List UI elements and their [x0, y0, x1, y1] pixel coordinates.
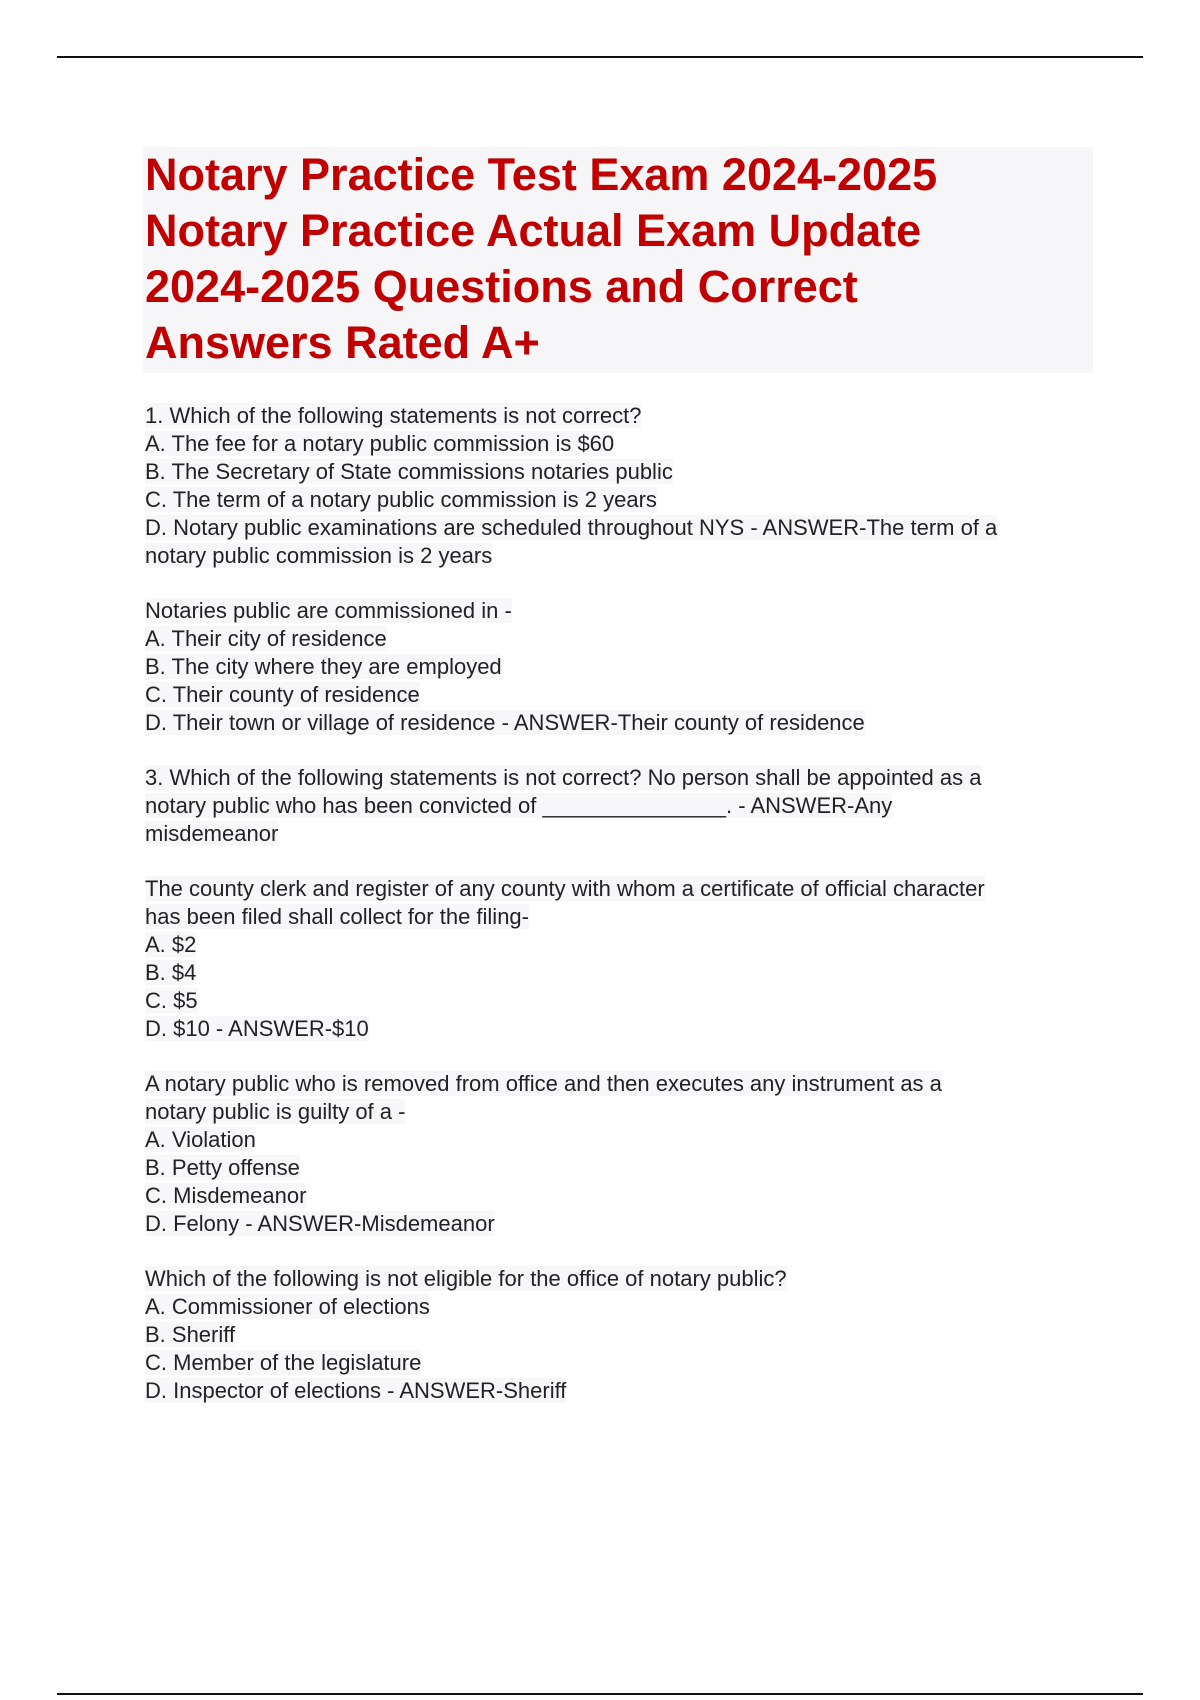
question-line: D. Felony - ANSWER-Misdemeanor: [145, 1211, 495, 1236]
question-2: [145, 597, 1093, 737]
question-line: notary public who has been convicted of _______________. - ANSWER-Any: [145, 793, 893, 818]
question-3: [145, 764, 1093, 848]
question-line: A. Commissioner of elections: [145, 1294, 430, 1319]
document-title: [143, 147, 1093, 373]
bottom-rule: [57, 1693, 1143, 1695]
question-line: notary public is guilty of a -: [145, 1099, 406, 1124]
question-line: Notaries public are commissioned in -: [145, 598, 512, 623]
question-line: 1. Which of the following statements is not correct?: [145, 403, 642, 428]
question-line: 3. Which of the following statements is not correct? No person shall be appointed as a: [145, 765, 982, 790]
question-6: [145, 1265, 1093, 1405]
question-line: C. $5: [145, 988, 198, 1013]
question-line: C. Their county of residence: [145, 682, 420, 707]
question-line: D. Their town or village of residence - ANSWER-Their county of residence: [145, 710, 865, 735]
question-line: notary public commission is 2 years: [145, 543, 493, 568]
question-line: A. Their city of residence: [145, 626, 387, 651]
question-line: D. $10 - ANSWER-$10: [145, 1016, 369, 1041]
question-line: has been filed shall collect for the filing-: [145, 904, 529, 929]
document-body: [145, 147, 1093, 1432]
question-5: [145, 1070, 1093, 1238]
title-line: Notary Practice Actual Exam Update: [145, 205, 922, 256]
question-line: The county clerk and register of any county with whom a certificate of official character: [145, 876, 985, 901]
question-line: B. Sheriff: [145, 1322, 236, 1347]
title-line: Answers Rated A+: [145, 317, 540, 368]
question-line: A notary public who is removed from office and then executes any instrument as a: [145, 1071, 942, 1096]
question-line: C. Misdemeanor: [145, 1183, 307, 1208]
top-rule: [57, 56, 1143, 58]
question-line: B. Petty offense: [145, 1155, 300, 1180]
question-line: D. Inspector of elections - ANSWER-Sheriff: [145, 1378, 567, 1403]
question-line: C. The term of a notary public commission is 2 years: [145, 487, 657, 512]
question-line: B. The Secretary of State commissions notaries public: [145, 459, 673, 484]
question-1: [145, 402, 1093, 570]
title-line: Notary Practice Test Exam 2024-2025: [145, 149, 938, 200]
question-line: Which of the following is not eligible for the office of notary public?: [145, 1266, 787, 1291]
question-line: misdemeanor: [145, 821, 279, 846]
question-line: A. The fee for a notary public commission is $60: [145, 431, 615, 456]
question-line: C. Member of the legislature: [145, 1350, 422, 1375]
question-line: A. Violation: [145, 1127, 256, 1152]
title-line: 2024-2025 Questions and Correct: [145, 261, 858, 312]
question-4: [145, 875, 1093, 1043]
question-line: A. $2: [145, 932, 197, 957]
question-line: B. $4: [145, 960, 197, 985]
question-line: B. The city where they are employed: [145, 654, 502, 679]
question-line: D. Notary public examinations are scheduled throughout NYS - ANSWER-The term of a: [145, 515, 998, 540]
question-list: [145, 402, 1093, 1405]
